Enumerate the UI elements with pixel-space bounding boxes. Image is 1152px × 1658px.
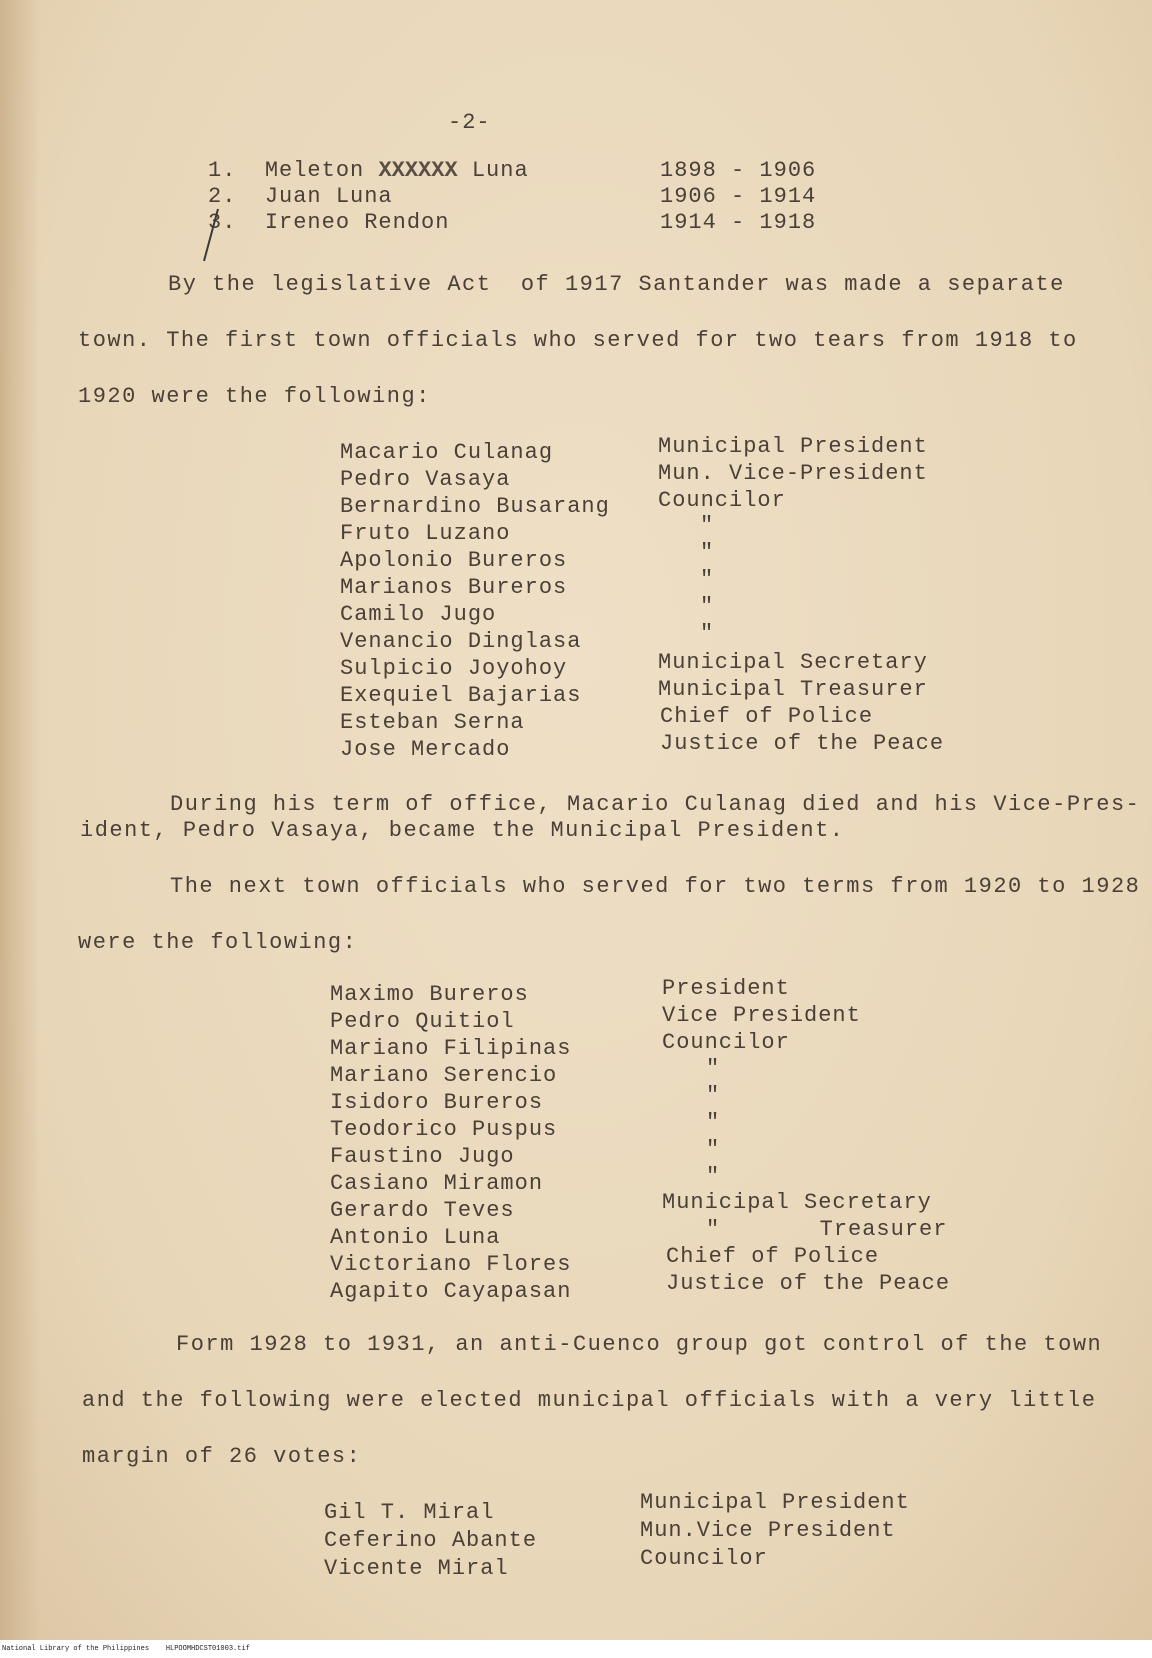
official-position: Vice President — [662, 1003, 861, 1028]
official-position: Chief of Police — [660, 704, 874, 729]
scan-footer-text: National Library of the Philippines HLPOOMHDCST01003.tif — [2, 1645, 250, 1653]
official-position: Chief of Police — [666, 1244, 880, 1269]
official-name: Ceferino Abante — [324, 1528, 538, 1553]
page-number: -2- — [448, 110, 491, 135]
official-position: " — [706, 1110, 721, 1135]
official-name: Vicente Miral — [324, 1556, 509, 1581]
official-name: Esteban Serna — [340, 710, 525, 735]
official-name: Maximo Bureros — [330, 982, 529, 1007]
list-item: 1. Meleton XXXXXX Luna — [208, 158, 529, 183]
paragraph-line: During his term of office, Macario Culanag died and his Vice-Pres- — [170, 792, 1141, 817]
official-name: Agapito Cayapasan — [330, 1279, 572, 1304]
list-item-years: 1914 - 1918 — [660, 210, 817, 235]
official-name: Camilo Jugo — [340, 602, 497, 627]
paragraph-line: town. The first town officials who served for two tears from 1918 to — [78, 328, 1078, 353]
official-position: Municipal President — [640, 1490, 910, 1515]
official-position: " — [700, 594, 715, 619]
struck-text: XXXXXX — [378, 158, 458, 183]
paragraph-line: Form 1928 to 1931, an anti-Cuenco group got control of the town — [176, 1332, 1103, 1357]
paragraph-line: margin of 26 votes: — [82, 1444, 362, 1469]
official-name: Pedro Vasaya — [340, 467, 511, 492]
list-item-years: 1906 - 1914 — [660, 184, 817, 209]
official-name: Gerardo Teves — [330, 1198, 515, 1223]
official-position: " — [700, 513, 715, 538]
list-item: 2. Juan Luna — [208, 184, 393, 209]
official-position: Mun.Vice President — [640, 1518, 896, 1543]
official-name: Marianos Bureros — [340, 575, 568, 600]
official-position: Mun. Vice-President — [658, 461, 928, 486]
official-name: Macario Culanag — [340, 440, 554, 465]
official-name: Jose Mercado — [340, 737, 511, 762]
paragraph-line: The next town officials who served for two terms from 1920 to 1928 — [170, 874, 1141, 899]
paragraph-line: ident, Pedro Vasaya, became the Municipal President. — [80, 818, 845, 843]
official-name: Apolonio Bureros — [340, 548, 568, 573]
official-name: Gil T. Miral — [324, 1500, 495, 1525]
official-position: Municipal Secretary — [662, 1190, 932, 1215]
official-name: Mariano Serencio — [330, 1063, 558, 1088]
official-position: Municipal Secretary — [658, 650, 928, 675]
list-item: 3. Ireneo Rendon — [208, 210, 450, 235]
official-name: Faustino Jugo — [330, 1144, 515, 1169]
official-position: " — [706, 1056, 721, 1081]
official-name: Pedro Quitiol — [330, 1009, 515, 1034]
official-position: Justice of the Peace — [660, 731, 945, 756]
official-position: Councilor — [640, 1546, 768, 1571]
official-position: President — [662, 976, 790, 1001]
official-position: " — [700, 621, 715, 646]
page-edge-shadow — [0, 0, 40, 1640]
official-position: " — [700, 567, 715, 592]
official-position: Justice of the Peace — [666, 1271, 951, 1296]
paragraph-line: 1920 were the following: — [78, 384, 431, 409]
official-name: Sulpicio Joyohoy — [340, 656, 568, 681]
official-position: Municipal Treasurer — [658, 677, 928, 702]
official-position: Municipal President — [658, 434, 928, 459]
official-position: Councilor — [658, 488, 786, 513]
official-position: Councilor — [662, 1030, 790, 1055]
official-name: Bernardino Busarang — [340, 494, 610, 519]
official-position: " — [700, 540, 715, 565]
official-name: Casiano Miramon — [330, 1171, 544, 1196]
official-position: " Treasurer — [706, 1217, 948, 1242]
official-name: Exequiel Bajarias — [340, 683, 582, 708]
paragraph-line: were the following: — [78, 930, 358, 955]
official-name: Victoriano Flores — [330, 1252, 572, 1277]
official-name: Fruto Luzano — [340, 521, 511, 546]
paragraph-line: By the legislative Act of 1917 Santander was made a separate — [168, 272, 1065, 297]
list-item-years: 1898 - 1906 — [660, 158, 817, 183]
official-position: " — [706, 1164, 721, 1189]
official-position: " — [706, 1137, 721, 1162]
official-position: " — [706, 1083, 721, 1108]
official-name: Venancio Dinglasa — [340, 629, 582, 654]
official-name: Antonio Luna — [330, 1225, 501, 1250]
official-name: Mariano Filipinas — [330, 1036, 572, 1061]
pen-mark-icon — [200, 205, 222, 265]
official-name: Isidoro Bureros — [330, 1090, 544, 1115]
official-name: Teodorico Puspus — [330, 1117, 558, 1142]
paragraph-line: and the following were elected municipal officials with a very little — [82, 1388, 1097, 1413]
